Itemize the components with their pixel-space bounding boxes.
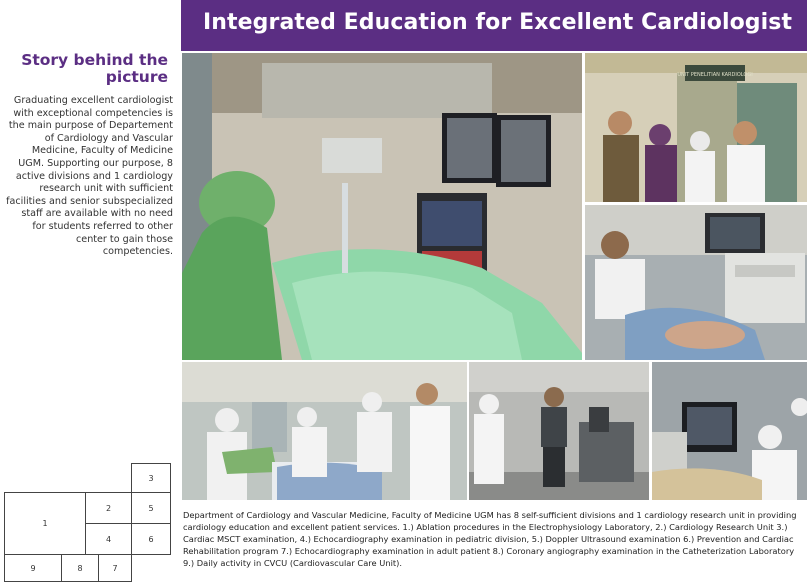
photo-cardiac-rehabilitation (469, 362, 649, 500)
side-heading: Story behind the picture (21, 51, 168, 86)
photo-cvcu-daily-activity (182, 362, 467, 500)
photo-pediatric-echocardiography (585, 205, 807, 360)
layout-key-cell-1: 1 (4, 492, 86, 555)
page-title: Integrated Education for Excellent Cardiologist (203, 10, 793, 35)
photo-research-unit (585, 53, 807, 202)
layout-key-cell-7: 7 (98, 554, 132, 582)
layout-key-cell-9: 9 (4, 554, 62, 582)
layout-key-cell-6: 6 (131, 523, 171, 555)
photo-ablation-procedure (182, 53, 582, 360)
layout-key-cell-2: 2 (85, 492, 132, 524)
caption-text: Department of Cardiology and Vascular Medicine, Faculty of Medicine UGM has 8 self-sufficient divisions and 1 cardiology research unit in providing cardiology education and excellent patient services. 1.) Ablation procedures in the Electrophysiology Laboratory, 2.) Cardiology Research Unit 3.) Cardiac MSCT examination, 4.) Echocardiography examination in pediatric division, 5.) Doppler Ultrasound examination 6.) Prevention and Cardiac Rehabilitation program 7.) Echocardiography examination in adult patient 8.) Coronary angiography examination in the Catheterization Laboratory 9.) Daily activity in CVCU (Cardiovascular Care Unit). (183, 510, 797, 569)
layout-key-cell-4: 4 (85, 523, 132, 555)
research-unit-sign: UNIT PENELITIAN KARDIOLOGI (677, 72, 753, 78)
title-bar (181, 0, 807, 51)
photo-adult-echocardiography (652, 362, 807, 500)
layout-key-cell-8: 8 (61, 554, 99, 582)
layout-key-cell-3: 3 (131, 463, 171, 493)
side-body-text: Graduating excellent cardiologist with exceptional competencies is the main purpose of Departement of Cardiology and Vascular Medicine, Faculty of Medicine UGM. Supporting our purpose, 8 active divisions and 1 cardiology research unit with sufficient facilities and senior subspecialized staff are available with no need for students referred to other center to gain those competencies. (6, 95, 173, 258)
layout-key-cell-5: 5 (131, 492, 171, 524)
